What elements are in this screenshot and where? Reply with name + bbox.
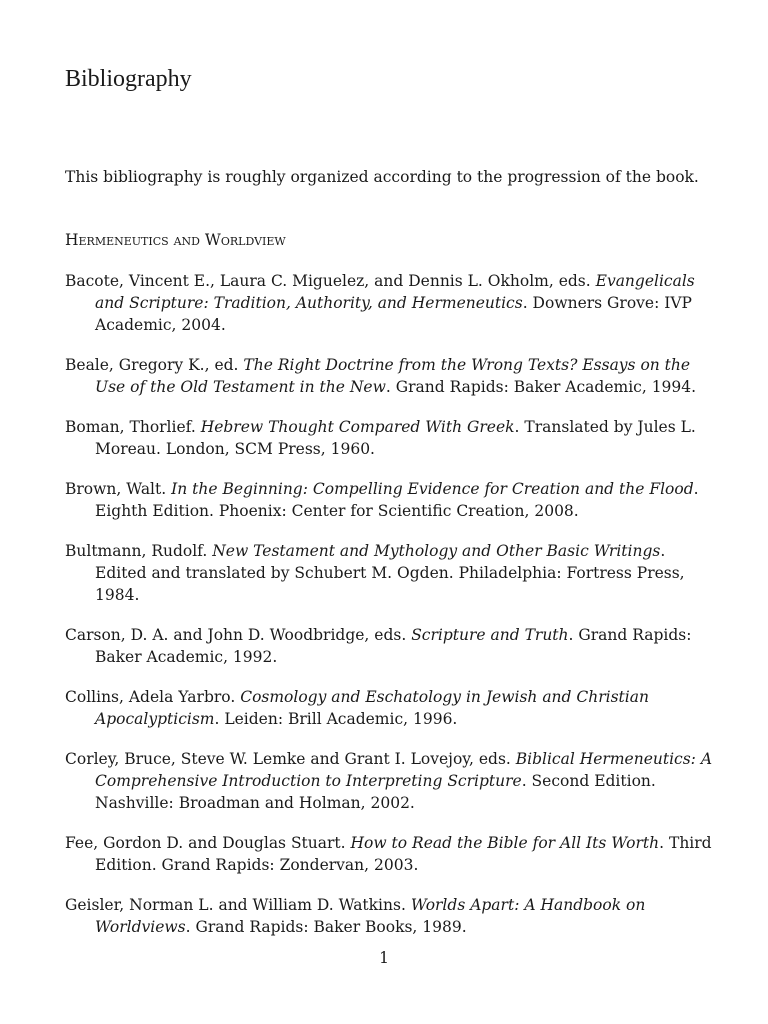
entry-author: Collins, Adela Yarbro. bbox=[65, 688, 241, 706]
intro-text: This bibliography is roughly organized according to the progression of the book. bbox=[65, 168, 699, 186]
page-title: Bibliography bbox=[65, 66, 192, 92]
entry-work-title: Cosmology and Eschatology in Jewish and Christian Apocalypticism bbox=[95, 688, 649, 728]
bibliography-entry bbox=[65, 624, 715, 668]
entry-publication: . Leiden: Brill Academic, 1996. bbox=[214, 710, 458, 728]
section-heading: Hermeneutics and Worldview bbox=[65, 231, 286, 249]
entry-work-title: New Testament and Mythology and Other Basic Writings bbox=[212, 542, 661, 560]
page-number: 1 bbox=[379, 949, 389, 967]
entry-work-title: Worlds Apart: A Handbook on Worldviews bbox=[95, 896, 646, 936]
entry-author: Brown, Walt. bbox=[65, 480, 172, 498]
entry-author: Geisler, Norman L. and William D. Watkins. bbox=[65, 896, 411, 914]
bibliography-entry bbox=[65, 354, 715, 398]
entry-author: Beale, Gregory K., ed. bbox=[65, 356, 244, 374]
bibliography-entry bbox=[65, 832, 715, 876]
entry-work-title: Biblical Hermeneutics: A Comprehensive Introduction to Interpreting Scripture bbox=[95, 750, 713, 790]
bibliography-list bbox=[65, 270, 715, 956]
entry-publication: . Second Edition. Nashville: Broadman and Holman, 2002. bbox=[95, 772, 656, 812]
entry-publication: . Third Edition. Grand Rapids: Zondervan, 2003. bbox=[95, 834, 712, 874]
entry-author: Bultmann, Rudolf. bbox=[65, 542, 213, 560]
entry-publication: . Translated by Jules L. Moreau. London, SCM Press, 1960. bbox=[95, 418, 696, 458]
bibliography-entry bbox=[65, 416, 715, 460]
entry-publication: . Downers Grove: IVP Academic, 2004. bbox=[95, 294, 692, 334]
bibliography-entry bbox=[65, 748, 715, 814]
entry-work-title: How to Read the Bible for All Its Worth bbox=[350, 834, 660, 852]
entry-author: Fee, Gordon D. and Douglas Stuart. bbox=[65, 834, 351, 852]
bibliography-entry bbox=[65, 540, 715, 606]
entry-work-title: Scripture and Truth bbox=[411, 626, 569, 644]
bibliography-entry bbox=[65, 478, 715, 522]
entry-publication: . Grand Rapids: Baker Books, 1989. bbox=[185, 918, 467, 936]
entry-author: Bacote, Vincent E., Laura C. Miguelez, and Dennis L. Okholm, eds. bbox=[65, 272, 596, 290]
entry-publication: . Edited and translated by Schubert M. Ogden. Philadelphia: Fortress Press, 1984. bbox=[95, 542, 685, 604]
entry-author: Carson, D. A. and John D. Woodbridge, eds. bbox=[65, 626, 412, 644]
entry-work-title: In the Beginning: Compelling Evidence for Creation and the Flood bbox=[171, 480, 694, 498]
entry-author: Boman, Thorlief. bbox=[65, 418, 201, 436]
entry-author: Corley, Bruce, Steve W. Lemke and Grant I. Lovejoy, eds. bbox=[65, 750, 516, 768]
bibliography-entry bbox=[65, 270, 715, 336]
bibliography-entry bbox=[65, 894, 715, 938]
entry-publication: . Eighth Edition. Phoenix: Center for Scientific Creation, 2008. bbox=[95, 480, 699, 520]
entry-work-title: Hebrew Thought Compared With Greek bbox=[200, 418, 515, 436]
entry-work-title: The Right Doctrine from the Wrong Texts? Essays on the Use of the Old Testament in the New bbox=[95, 356, 691, 396]
entry-work-title: Evangelicals and Scripture: Tradition, Authority, and Hermeneutics bbox=[95, 272, 695, 312]
bibliography-entry bbox=[65, 686, 715, 730]
entry-publication: . Grand Rapids: Baker Academic, 1992. bbox=[95, 626, 692, 666]
entry-publication: . Grand Rapids: Baker Academic, 1994. bbox=[385, 378, 697, 396]
